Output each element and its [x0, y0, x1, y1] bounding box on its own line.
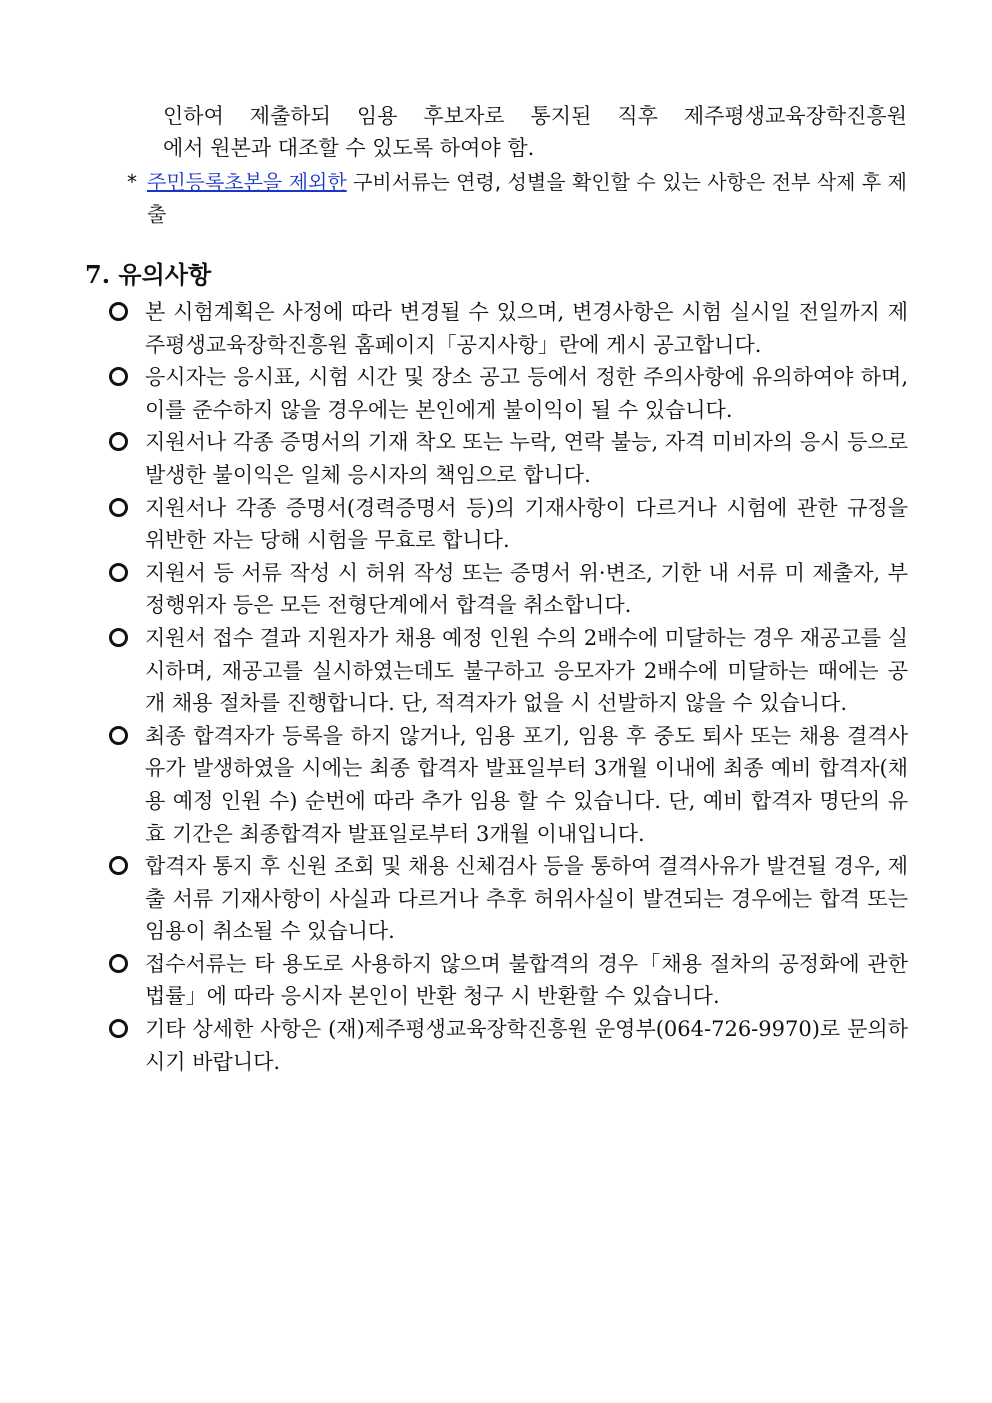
- list-item-text: 본 시험계획은 사정에 따라 변경될 수 있으며, 변경사항은 시험 실시일 전일까지 제주평생교육장학진흥원 홈페이지「공지사항」란에 게시 공고합니다.: [145, 300, 908, 357]
- list-item: [108, 622, 908, 720]
- list-item: [108, 720, 908, 850]
- note-link[interactable]: 주민등록초본을 제외한: [147, 170, 347, 194]
- note-body: [147, 166, 907, 230]
- hollow-circle-bullet-icon: [109, 954, 128, 973]
- list-item: [108, 557, 908, 622]
- note-text: 구비서류는 연령, 성별을 확인할 수 있는 사항은 전부 삭제 후 제출: [147, 170, 907, 226]
- hollow-circle-bullet-icon: [109, 628, 128, 647]
- hollow-circle-bullet-icon: [109, 367, 128, 386]
- hollow-circle-bullet-icon: [109, 856, 128, 875]
- section-title: 7. 유의사항: [85, 260, 212, 289]
- continuation-line-2: 에서 원본과 대조할 수 있도록 하여야 함.: [163, 136, 535, 160]
- hollow-circle-bullet-icon: [109, 432, 128, 451]
- list-item: [108, 948, 908, 1013]
- list-item-text: 접수서류는 타 용도로 사용하지 않으며 불합격의 경우「채용 절차의 공정화에 관한 법률」에 따라 응시자 본인이 반환 청구 시 반환할 수 있습니다.: [145, 951, 908, 1009]
- list-item-text: 기타 상세한 사항은 (재)제주평생교육장학진흥원 운영부(064-726-9970)로 문의하시기 바랍니다.: [145, 1017, 908, 1074]
- hollow-circle-bullet-icon: [109, 726, 128, 745]
- list-item: [108, 850, 908, 948]
- hollow-circle-bullet-icon: [109, 302, 128, 321]
- list-item-text: 응시자는 응시표, 시험 시간 및 장소 공고 등에서 정한 주의사항에 유의하여야 하며, 이를 준수하지 않을 경우에는 본인에게 불이익이 될 수 있습니다.: [145, 365, 908, 422]
- notice-list: [108, 296, 908, 1078]
- list-item-text: 지원서나 각종 증명서(경력증명서 등)의 기재사항이 다르거나 시험에 관한 규정을 위반한 자는 당해 시험을 무효로 합니다.: [145, 495, 908, 553]
- note-marker: *: [127, 170, 137, 194]
- list-item: [108, 296, 908, 361]
- hollow-circle-bullet-icon: [109, 1019, 128, 1038]
- list-item-text: 최종 합격자가 등록을 하지 않거나, 임용 포기, 임용 후 중도 퇴사 또는 채용 결격사유가 발생하였을 시에는 최종 합격자 발표일부터 3개월 이내에 최종 예비 합격자(채용 예정 인원 수) 순번에 따라 추가 임용 할 수 있습니다. 단, 예비 합격자 명단의 유효 기간은 최종합격자 발표일로부터 3개월 이내입니다.: [145, 723, 908, 846]
- hollow-circle-bullet-icon: [109, 498, 128, 517]
- list-item: [108, 1013, 908, 1078]
- document-note: [127, 166, 907, 230]
- list-item-text: 지원서나 각종 증명서의 기재 착오 또는 누락, 연락 불능, 자격 미비자의 응시 등으로 발생한 불이익은 일체 응시자의 책임으로 합니다.: [145, 430, 908, 487]
- list-item: [108, 492, 908, 557]
- continuation-paragraph: [163, 100, 907, 164]
- list-item: [108, 361, 908, 426]
- list-item: [108, 426, 908, 491]
- list-item-text: 지원서 접수 결과 지원자가 채용 예정 인원 수의 2배수에 미달하는 경우 재공고를 실시하며, 재공고를 실시하였는데도 불구하고 응모자가 2배수에 미달하는 때에는 공개 채용 절차를 진행합니다. 단, 적격자가 없을 시 선발하지 않을 수 있습니다.: [145, 625, 908, 716]
- list-item-text: 지원서 등 서류 작성 시 허위 작성 또는 증명서 위·변조, 기한 내 서류 미 제출자, 부정행위자 등은 모든 전형단계에서 합격을 취소합니다.: [145, 560, 908, 618]
- list-item-text: 합격자 통지 후 신원 조회 및 채용 신체검사 등을 통하여 결격사유가 발견될 경우, 제출 서류 기재사항이 사실과 다르거나 추후 허위사실이 발견되는 경우에는 합격 또는 임용이 취소될 수 있습니다.: [145, 854, 908, 944]
- hollow-circle-bullet-icon: [109, 563, 128, 582]
- continuation-line-1: 인하여 제출하되 임용 후보자로 통지된 직후 제주평생교육장학진흥원: [163, 104, 907, 128]
